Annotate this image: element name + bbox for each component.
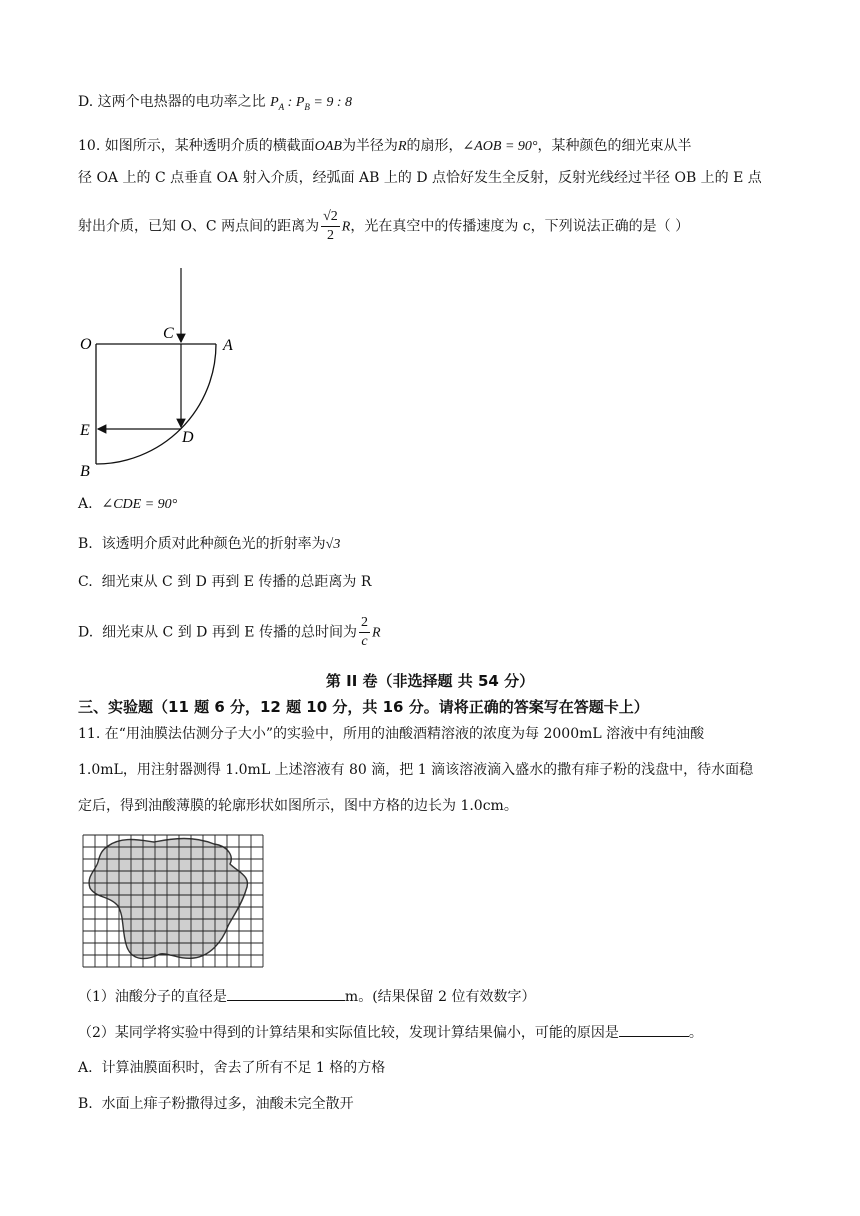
q10-option-b: B. 该透明介质对此种颜色光的折射率为√3 bbox=[78, 536, 341, 552]
q10-option-c: C. 细光束从 C 到 D 再到 E 传播的总距离为 R bbox=[78, 574, 372, 590]
label-b: B bbox=[80, 463, 90, 480]
part2-heading: 第 II 卷（非选择题 共 54 分） bbox=[325, 672, 535, 690]
answer-blank-1[interactable] bbox=[227, 986, 345, 1001]
q10-option-a: A. ∠CDE = 90° bbox=[78, 496, 178, 512]
q10-angle: ∠AOB = 90° bbox=[462, 139, 538, 154]
q10-fraction: $\frac{√2}{2}$ bbox=[323, 209, 338, 243]
label-d: D bbox=[182, 429, 194, 446]
oil-film-shape bbox=[89, 839, 247, 959]
label-e: E bbox=[80, 422, 90, 439]
label-o: O bbox=[80, 336, 92, 353]
q10-stem-line2: 径 OA 上的 C 点垂直 OA 射入介质，经弧面 AB 上的 D 点恰好发生全反射，反射光线经过半径 OB 上的 E 点 bbox=[78, 170, 762, 186]
q11-option-a: A. 计算油膜面积时，舍去了所有不足 1 格的方格 bbox=[78, 1060, 386, 1076]
q11-stem-line3: 定后，得到油酸薄膜的轮廓形状如图所示，图中方格的边长为 1.0cm。 bbox=[78, 798, 518, 814]
label-a: A bbox=[223, 337, 233, 354]
q11-subquestion-2: （2）某同学将实验中得到的计算结果和实际值比较，发现计算结果偏小，可能的原因是 。 bbox=[78, 1022, 703, 1043]
q11-stem-line2: 1.0mL，用注射器测得 1.0mL 上述溶液有 80 滴，把 1 滴该溶液滴入盛水的撒有痱子粉的浅盘中，待水面稳 bbox=[78, 762, 754, 778]
q10-sector-figure bbox=[70, 262, 260, 484]
section3-heading: 三、实验题（11 题 6 分，12 题 10 分，共 16 分。请将正确的答案写在答题卡上） bbox=[78, 698, 649, 716]
q11-oil-film-grid bbox=[82, 832, 264, 972]
q10-stem-line3: 射出介质，已知 O、C 两点间的距离为 $\frac{√2}{2}$ R，光在真空中的传播速度为 c，下列说法正确的是（ ） bbox=[78, 209, 690, 243]
q11-stem-line1: 11. 在“用油膜法估测分子大小”的实验中，所用的油酸酒精溶液的浓度为每 2000mL 溶液中有纯油酸 bbox=[78, 726, 705, 742]
q11-subquestion-1: （1）油酸分子的直径是 m。(结果保留 2 位有效数字） bbox=[78, 986, 535, 1007]
q9-option-d-text: 这两个电热器的电功率之比 bbox=[97, 94, 266, 110]
q9-power-ratio: $P_A$ : $P_B = 9$ : 8 bbox=[270, 95, 352, 112]
q11-option-b: B. 水面上痱子粉撒得过多，油酸未完全散开 bbox=[78, 1096, 354, 1112]
q9-option-d: D. 这两个电热器的电功率之比 $P_A$ : $P_B = 9$ : 8 bbox=[78, 94, 352, 112]
label-c: C bbox=[163, 325, 174, 342]
answer-blank-2[interactable] bbox=[619, 1022, 689, 1037]
arc-ab bbox=[96, 344, 216, 464]
q10-stem-line1: 10. 如图所示，某种透明介质的横截面OAB为半径为R的扇形，∠AOB = 90°，某种颜色的细光束从半 bbox=[78, 138, 692, 154]
q10-option-d: D. 细光束从 C 到 D 再到 E 传播的总时间为 $\frac{2}{c}$ R bbox=[78, 615, 381, 649]
